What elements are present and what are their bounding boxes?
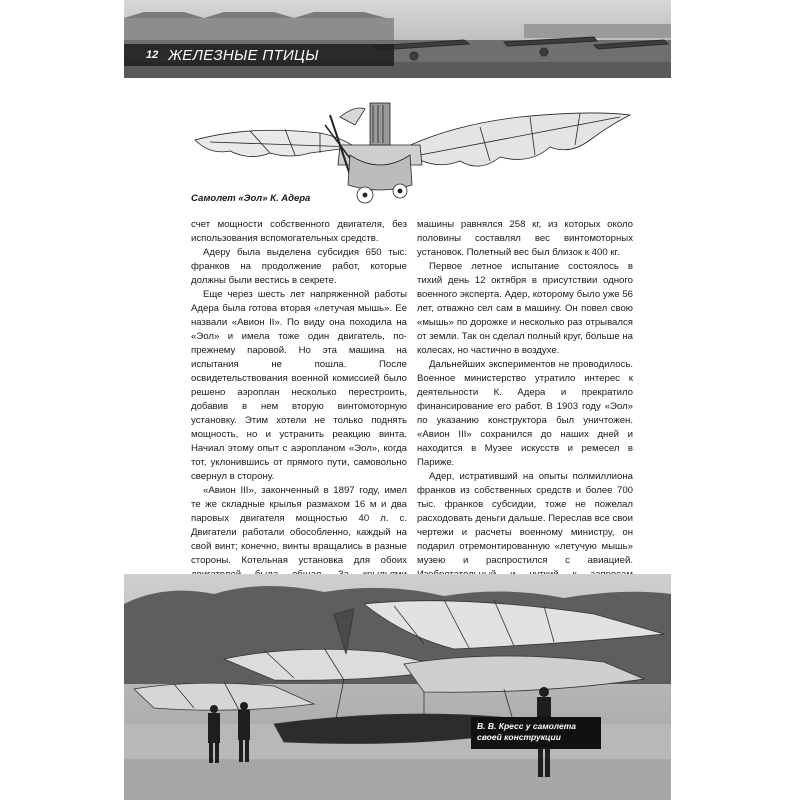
right-text-column	[417, 218, 633, 610]
left-text-column	[191, 218, 407, 610]
paragraph: Еще через шесть лет напряженной работы Адера была готова вторая «летучая мышь». Ее назвали «Авион II». По виду она походила на «Эол» и имела тоже один двигатель, по-прежнему паровой. Но эта машина на испытания не пошла. После освидетельствования военной комиссией было решено аэроплан несколько перестроить, добавив в нем вторую винтомоторную установку. Этим хотели не только поднять мощность, но и устранить реакцию винта. Начиал этому опыт с аэропланом «Эол», когда тот, уклонившись от прямого пути, самовольно свернул в сторону.	[191, 289, 407, 482]
kress-aircraft-photo	[124, 574, 671, 800]
running-title: ЖЕЛЕЗНЫЕ ПТИЦЫ	[168, 46, 319, 64]
paragraph: машины равнялся 258 кг, из которых около половины составлял вес винтомоторных установок. Полетный вес был близок к 400 кг.	[417, 219, 633, 258]
kress-photo	[124, 574, 671, 800]
header-title-bar	[124, 44, 394, 66]
paragraph: счет мощности собственного двигателя, без использования вспомогательных средств.	[191, 219, 407, 244]
paragraph: Адер, истративший на опыты полмиллиона франков из собственных средств и более 700 тыс. франков субсидии, тоже не пожелал расходовать деньги дальше. Переслав все свои чертежи и расчеты военному министру, он подарил отремонтированную «летучую мышь» музею и распростился с авиацией.	[417, 471, 633, 566]
airfield-photo	[124, 0, 671, 78]
paragraph: Первое летное испытание состоялось в тихий день 12 октября в присутствии одного военного эксперта. Адер, которому было уже 56 лет, отважно сел сам в машину. Он повел свою «мышь» по дорожке и несколько раз отрывался от земли. Так он сделал полный круг, больше на колесах, но частично в воздухе.	[417, 261, 633, 356]
bottom-photo-caption: В. В. Кресс у самолета своей конструкции	[471, 717, 601, 749]
paragraph: Адеру была выделена субсидия 650 тыс. франков на продолжение работ, которые должны были вестись в секрете.	[191, 247, 407, 286]
header-banner	[124, 0, 671, 78]
paragraph: «Авион III», законченный в 1897 году, имел те же складные крылья размахом 16 м и два паровых двигателя мощностью 40 л. с. Двигатели работали обособленно, каждый на свой винт; конечно, винты вращались в разные стороны. Котельная установка для обоих	[191, 485, 407, 566]
paragraph: Дальнейших экспериментов не проводилось. Военное министерство утратило интерес к деятельности К. Адера и прекратило финансирование его работ. В 1903 году «Эол» по указанию конструктора был уничтожен. «Авион III» сохранился до наших дней и находится в Музее искусств и ремесел в Париже.	[417, 359, 633, 468]
page-number: 12	[146, 49, 159, 61]
top-figure-caption: Самолет «Эол» К. Адера	[191, 193, 311, 204]
